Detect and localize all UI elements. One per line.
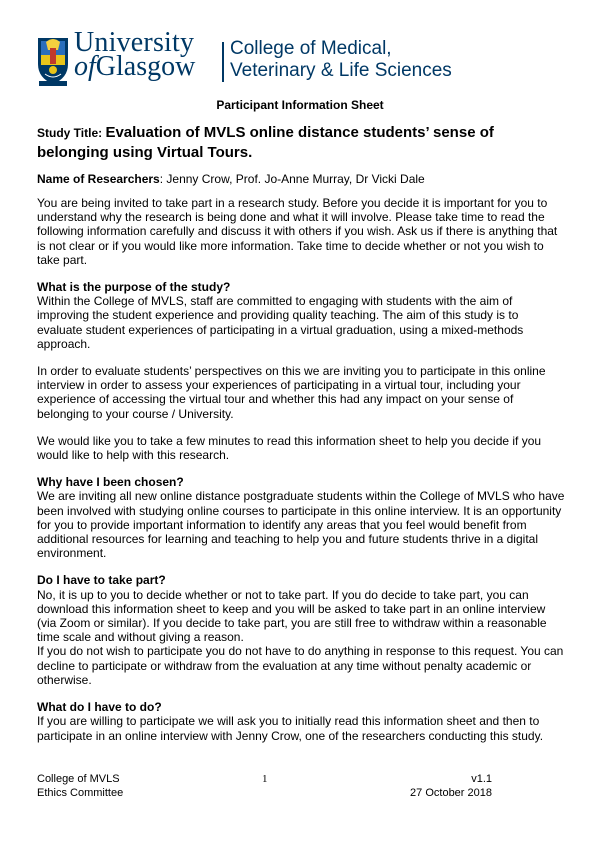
footer-committee <box>37 772 123 800</box>
university-name-line2: ofGlasgow <box>74 51 196 82</box>
university-logo <box>36 27 456 92</box>
section-heading-what-to-do: What do I have to do? <box>37 700 162 715</box>
study-title-label: Study Title: <box>37 126 106 140</box>
what-to-do-paragraph: If you are willing to participate we will ask you to initially read this information sheet and then to participate in an online interview with Jenny Crow, one of the researchers conducting this study. <box>37 714 544 743</box>
take-part-paragraph-1: No, it is up to you to decide whether or not to take part. If you do decide to take part, you can download this information sheet to keep and you will be asked to take part in an online interview (via Zoom or similar). If you decide to take part, you are still free to withdraw within a reasonable time scale and without giving a reason. <box>37 587 547 645</box>
footer-ethics-committee: Ethics Committee <box>37 787 124 799</box>
study-title: Study Title: Evaluation of MVLS online distance students’ sense of belonging using Virtual Tours. <box>37 124 494 161</box>
college-name-line1: College of Medical, <box>230 38 392 59</box>
take-part-paragraph-2: If you do not wish to participate you do not have to do anything in response to this request. You can decline to participate or withdraw from the evaluation at any time without penalty academic or otherwise. <box>37 644 564 687</box>
college-name-line2: Veterinary & Life Sciences <box>230 60 452 81</box>
chosen-paragraph: We are inviting all new online distance postgraduate students within the College of MVLS who have been involved with studying online courses to participate in this online interview. It is an opportunity for you to provide important information to identify any areas that you feel would benefit from additional resources for learning and teaching to help you and future students thrive in a digital environment. <box>37 489 565 561</box>
university-wordmark <box>74 27 196 82</box>
university-crest-icon <box>36 34 70 86</box>
logo-divider <box>222 42 224 82</box>
document-body <box>37 196 567 756</box>
document-heading: Participant Information Sheet <box>216 98 384 112</box>
intro-paragraph: You are being invited to take part in a research study. Before you decide it is important for you to understand why the research is being done and what it will involve. Please take time to read the following information carefully and discuss it with others if you wish. Ask us if there is anything that is not clear or if you would like more information. Take time to decide whether or not you wish to take part. <box>37 196 558 267</box>
footer-college: College of MVLS <box>37 773 120 785</box>
section-heading-take-part: Do I have to take part? <box>37 573 166 588</box>
researchers-names: : Jenny Crow, Prof. Jo-Anne Murray, Dr Vicki Dale <box>159 172 425 186</box>
footer-date: 27 October 2018 <box>410 787 492 799</box>
page-number: 1 <box>262 773 268 785</box>
purpose-paragraph-2: In order to evaluate students’ perspectives on this we are inviting you to participate in this online interview in order to assess your experiences of participating in a virtual tour, including your experience of accessing the virtual tour and whether this had any impact on your sense of belonging to your course / University. <box>37 364 546 421</box>
researchers-label: Name of Researchers <box>37 172 160 186</box>
footer-version-info <box>410 772 492 800</box>
study-title-text: Evaluation of MVLS online distance students’ sense of belonging using Virtual Tours <box>37 124 494 161</box>
section-heading-purpose: What is the purpose of the study? <box>37 280 231 295</box>
college-name <box>230 38 452 82</box>
purpose-paragraph-1: Within the College of MVLS, staff are committed to engaging with students with the aim of improving the student experience and providing quality teaching. The aim of this study is to evaluate student experiences of participating in a virtual graduation, using a mixed-methods approach. <box>37 294 524 351</box>
researchers <box>37 172 567 187</box>
section-heading-chosen: Why have I been chosen? <box>37 475 184 490</box>
purpose-paragraph-3: We would like you to take a few minutes to read this information sheet to help you decide if you would like to help with this research. <box>37 433 542 463</box>
university-name-line1: University <box>74 27 195 58</box>
footer-version: v1.1 <box>471 773 492 785</box>
